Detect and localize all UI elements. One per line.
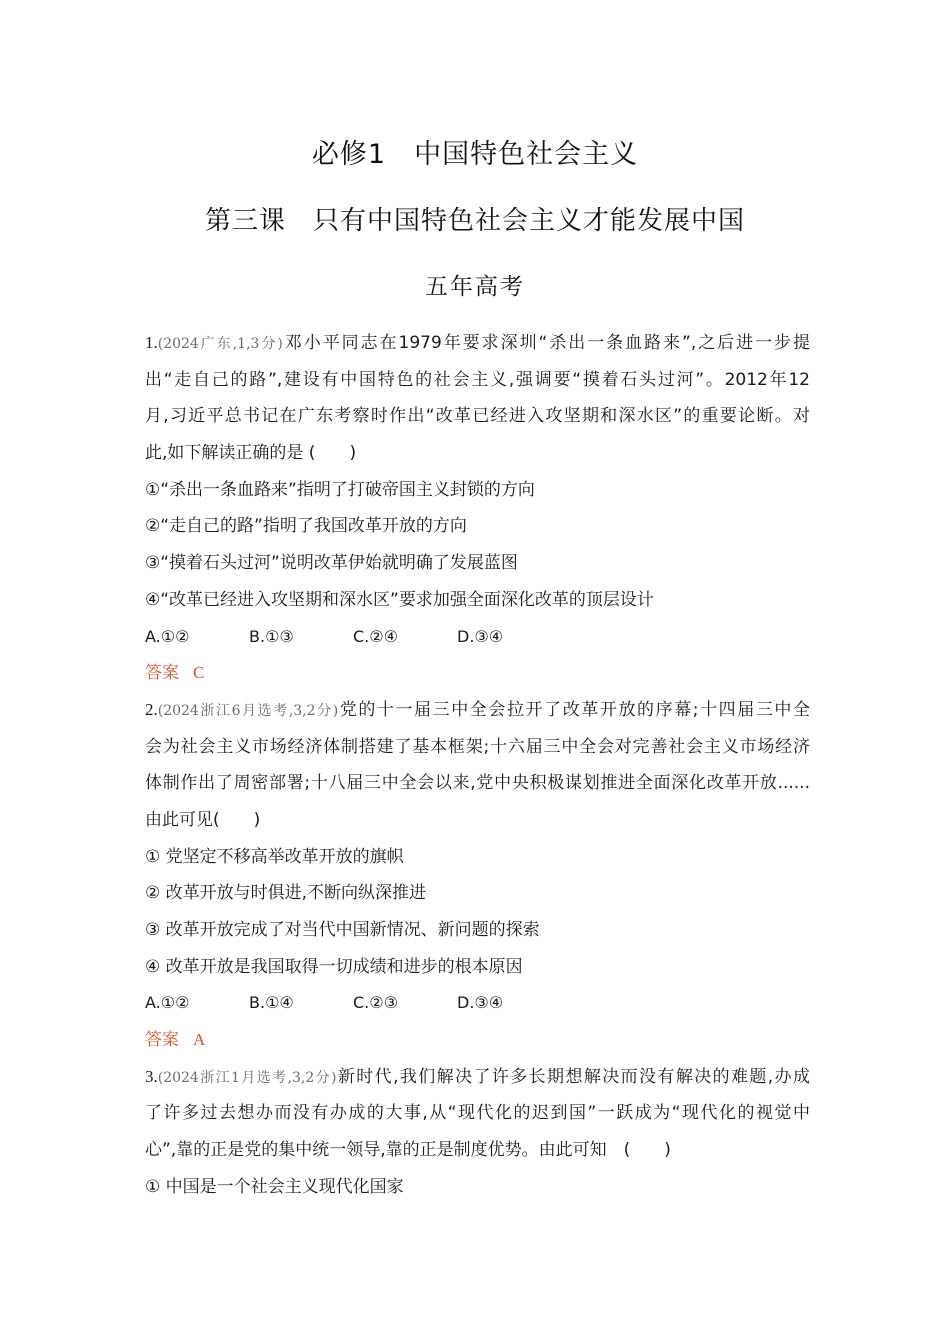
question-source: (2024浙江6月选考,3,2分) [157,702,339,719]
statement-1: ① 党坚定不移高举改革开放的旗帜 [145,846,404,867]
answer-options [145,985,810,1022]
question-stem-line [145,1059,810,1096]
question-3 [145,1059,810,1206]
question-stem-line: 出“走自己的路”,建设有中国特色的社会主义,强调要“摸着石头过河”。2012年12 [145,369,810,390]
question-stem-line: 了许多过去想办而没有办成的大事,从“现代化的迟到国”一跃成为“现代化的视觉中 [145,1103,810,1124]
answer-line [145,655,810,692]
question-stem-line: 此,如下解读正确的是 ( ) [145,443,357,464]
statement-1: ① 中国是一个社会主义现代化国家 [145,1176,404,1197]
question-stem-line: 体制作出了周密部署;十八届三中全会以来,党中央积极谋划推进全面深化改革开放...... [145,773,810,794]
option-b: B.①④ [249,993,294,1013]
answer-value: C [193,663,205,683]
option-c: C.②④ [353,626,398,646]
question-number: 1. [145,333,158,352]
question-number: 2. [145,699,158,719]
statement-2: ②“走自己的路”指明了我国改革开放的方向 [145,516,467,537]
question-stem-line [145,692,810,729]
question-number: 3. [145,1066,158,1086]
answer-label: 答案 [145,663,179,684]
question-1 [145,325,810,692]
statement-2: ② 改革开放与时俱进,不断向纵深推进 [145,883,427,904]
question-list [145,325,810,1206]
answer-label: 答案 [145,1030,179,1051]
statement-4: ④“改革已经进入攻坚期和深水区”要求加强全面深化改革的顶层设计 [145,589,654,610]
stem-text: 新时代,我们解决了许多长期想解决而没有解决的难题,办成 [336,1066,810,1087]
answer-line [145,1022,810,1059]
question-stem-line: 心”,靠的正是党的集中统一领导,靠的正是制度优势。由此可知 ( ) [145,1140,671,1161]
stem-text: 党的十一届三中全会拉开了改革开放的序幕;十四届三中全 [338,699,810,720]
option-d: D.③④ [457,993,504,1013]
option-a: A.①② [145,626,190,646]
option-d: D.③④ [457,626,504,646]
question-2 [145,692,810,1059]
answer-value: A [193,1030,206,1050]
question-stem-line: 会为社会主义市场经济体制搭建了基本框架;十六届三中全会对完善社会主义市场经济 [145,736,810,757]
lesson-title: 第三课 只有中国特色社会主义才能发展中国 [204,206,745,236]
question-stem-line: 月,习近平总书记在广东考察时作出“改革已经进入攻坚期和深水区”的重要论断。对 [145,406,810,427]
option-b: B.①③ [249,626,294,646]
question-source: (2024浙江1月选考,3,2分) [157,1069,337,1086]
option-a: A.①② [145,993,190,1013]
question-source: (2024广东,1,3分) [157,336,283,352]
statement-1: ①“杀出一条血路来”指明了打破帝国主义封锁的方向 [145,479,535,500]
statement-4: ④ 改革开放是我国取得一切成绩和进步的根本原因 [145,956,523,977]
option-c: C.②③ [353,993,398,1013]
statement-3: ③“摸着石头过河”说明改革伊始就明确了发展蓝图 [145,553,518,574]
question-stem-line [145,325,810,362]
statement-3: ③ 改革开放完成了对当代中国新情况、新问题的探索 [145,920,540,940]
stem-text: 邓小平同志在1979年要求深圳“杀出一条血路来”,之后进一步提 [282,333,810,353]
question-stem-line: 由此可见( ) [145,809,261,830]
answer-options [145,619,810,656]
section-title: 五年高考 [425,274,525,300]
book-title: 必修1 中国特色社会主义 [311,139,639,170]
